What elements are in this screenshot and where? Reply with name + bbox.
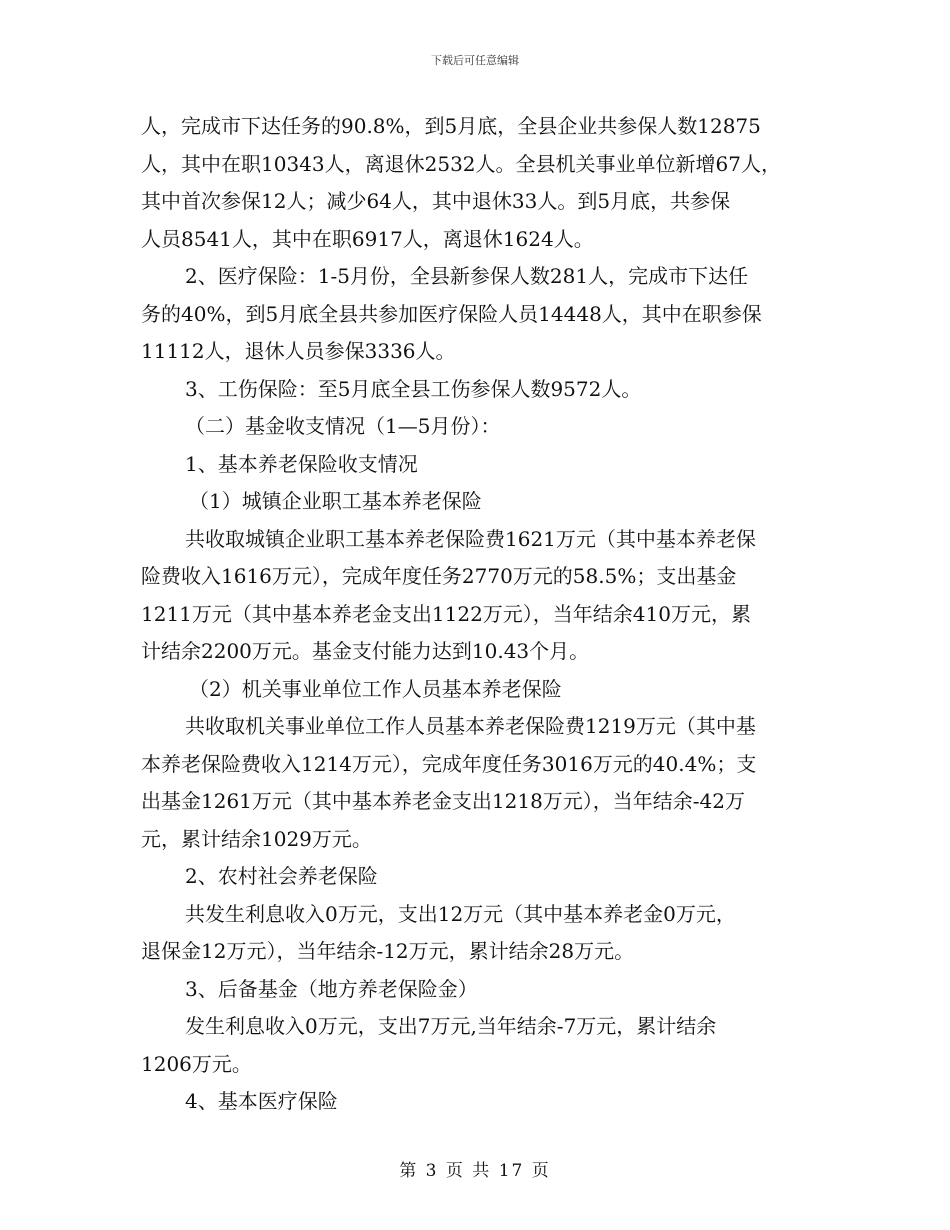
subsection-heading: 1、基本养老保险收支情况 [185,451,418,476]
body-line: 退保金12万元），当年结余-12万元，累计结余28万元。 [141,939,635,963]
subsection-heading: 3、后备基金（地方养老保险金） [185,976,478,1001]
subsection-heading: （1）城镇企业职工基本养老保险 [189,489,482,513]
body-line: 务的40%，到5月底全县共参加医疗保险人员14448人，其中在职参保 [141,301,762,326]
body-line: 2、医疗保险：1-5月份，全县新参保人数281人，完成市下达任 [185,264,749,288]
body-line: 3、工伤保险：至5月底全县工伤参保人数9572人。 [185,376,642,401]
body-line: 人，其中在职10343人，离退休2532人。全县机关事业单位新增67人， [141,151,781,176]
body-line: 共收取城镇企业职工基本养老保险费1621万元（其中基本养老保 [185,526,756,551]
body-line: 共发生利息收入0万元，支出12万元（其中基本养老金0万元， [185,901,736,926]
body-line: 其中首次参保12人；减少64人，其中退休33人。到5月底，共参保 [141,189,731,213]
body-line: 出基金1261万元（其中基本养老金支出1218万元），当年结余-42万 [141,789,746,813]
body-line: 计结余2200万元。基金支付能力达到10.43个月。 [141,639,590,663]
section-heading: （二）基金收支情况（1—5月份）： [185,414,501,438]
subsection-heading: （2）机关事业单位工作人员基本养老保险 [189,676,562,701]
page-header-note: 下载后可任意编辑 [431,54,519,67]
body-line: 1211万元（其中基本养老金支出1122万元），当年结余410万元，累 [141,601,751,626]
body-line: 元，累计结余1029万元。 [141,826,372,851]
page-number: 第 3 页 共 17 页 [399,1161,551,1181]
document-body [141,108,817,1121]
body-line: 人员8541人，其中在职6917人，离退休1624人。 [141,226,594,251]
body-line: 本养老保险费收入1214万元），完成年度任务3016万元的40.4%；支 [141,751,757,776]
body-line: 1206万元。 [141,1051,252,1076]
subsection-heading: 2、农村社会养老保险 [185,864,378,888]
body-line: 发生利息收入0万元，支出7万元,当年结余-7万元，累计结余 [185,1014,717,1038]
body-line: 人，完成市下达任务的90.8%，到5月底，全县企业共参保人数12875 [141,114,761,138]
body-line: 11112人，退休人员参保3336人。 [141,339,456,363]
body-line: 共收取机关事业单位工作人员基本养老保险费1219万元（其中基 [185,714,756,738]
body-line: 险费收入1616万元），完成年度任务2770万元的58.5%；支出基金 [141,564,737,588]
subsection-heading: 4、基本医疗保险 [185,1089,338,1113]
